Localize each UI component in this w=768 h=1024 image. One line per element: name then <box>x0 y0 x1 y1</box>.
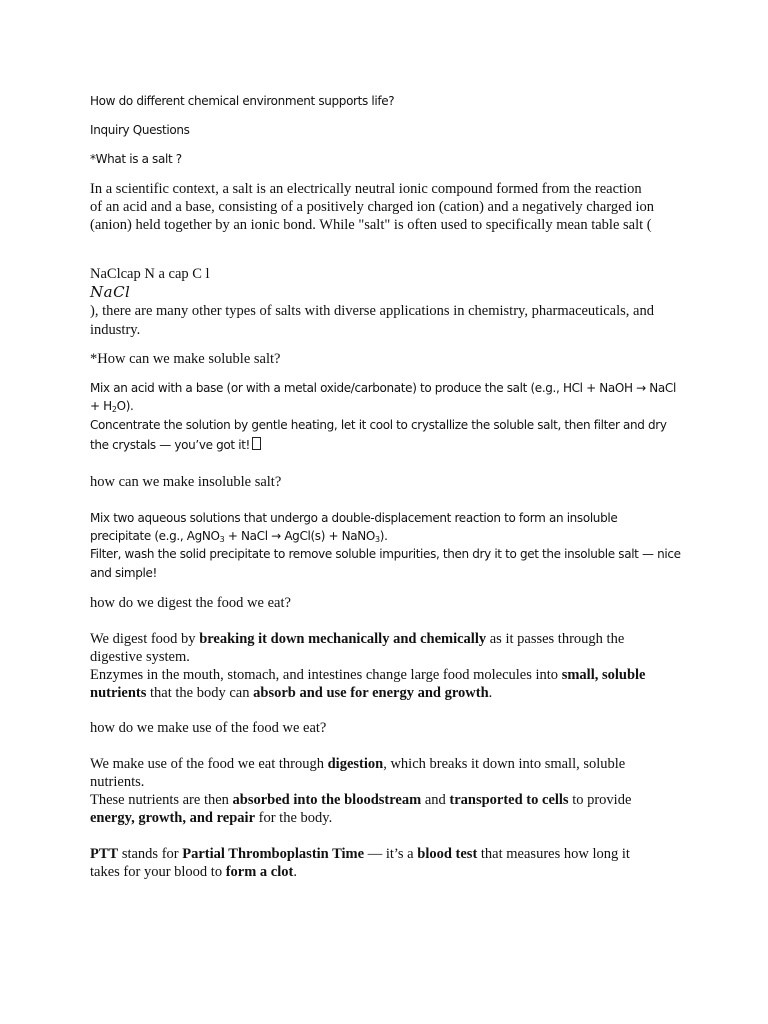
text-span: to provide <box>568 792 632 808</box>
question-soluble-salt: *How can we make soluble salt? <box>90 351 281 367</box>
text-line <box>90 864 297 881</box>
text-span: and <box>421 792 450 808</box>
bold-text: PTT <box>90 846 119 862</box>
text-span: We digest food by <box>90 631 200 647</box>
bold-text: digestion <box>327 756 384 772</box>
text-span: O). <box>116 399 134 413</box>
text-span: — it’s a <box>364 846 418 862</box>
text-line: ), there are many other types of salts with diverse applications in chemistry, pharmaceuticals, and <box>90 303 654 319</box>
question-insoluble-salt: how can we make insoluble salt? <box>90 474 282 490</box>
text-line <box>90 810 332 827</box>
bold-text: absorb and use for energy and growth <box>253 685 489 701</box>
text-span: + NaCl → AgCl(s) + NaNO <box>224 529 376 543</box>
formula-math: NaCl <box>90 283 131 301</box>
bold-text: breaking it down mechanically and chemically <box>199 631 487 647</box>
bold-text: transported to cells <box>449 792 569 808</box>
text-line: In a scientific context, a salt is an electrically neutral ionic compound formed from the reaction <box>90 181 642 197</box>
missing-glyph-icon <box>252 437 261 450</box>
text-line: Mix two aqueous solutions that undergo a double-displacement reaction to form an insoluble <box>90 511 618 525</box>
text-line: of an acid and a base, consisting of a positively charged ion (cation) and a negatively charged ion <box>90 199 654 215</box>
text-line: Filter, wash the solid precipitate to remove soluble impurities, then dry it to get the insoluble salt — nice <box>90 547 681 561</box>
question-use-food: how do we make use of the food we eat? <box>90 720 327 736</box>
bold-text: blood test <box>417 846 478 862</box>
text-line <box>90 631 624 648</box>
text-span: for the body. <box>255 810 333 826</box>
subscript: 3 <box>375 535 380 544</box>
document-title: How do different chemical environment supports life? <box>90 94 395 108</box>
text-span: ). <box>379 529 388 543</box>
text-line: Concentrate the solution by gentle heating, let it cool to crystallize the soluble salt, then filter and dry <box>90 418 667 432</box>
subscript: 2 <box>111 405 117 414</box>
inquiry-heading: Inquiry Questions <box>90 123 190 137</box>
question-what-is-salt: *What is a salt ? <box>90 152 182 166</box>
text-span: These nutrients are then <box>90 792 233 808</box>
text-line <box>90 756 625 773</box>
text-line <box>90 667 645 684</box>
text-span: We make use of the food we eat through <box>90 756 328 772</box>
text-line <box>90 685 492 702</box>
text-line: and simple! <box>90 566 157 580</box>
text-span: that the body can <box>146 685 254 701</box>
text-span: stands for <box>118 846 183 862</box>
bold-text: small, soluble <box>561 667 646 683</box>
question-digest-food: how do we digest the food we eat? <box>90 595 291 611</box>
text-line: Mix an acid with a base (or with a metal oxide/carbonate) to produce the salt (e.g., HCl + NaOH → NaCl <box>90 381 676 395</box>
text-span: as it passes through the <box>486 631 625 647</box>
text-line <box>90 792 631 809</box>
bold-text: nutrients <box>90 685 147 701</box>
bold-text: Partial Thromboplastin Time <box>182 846 365 862</box>
text-span: . <box>488 685 493 701</box>
bold-text: form a clot <box>225 864 294 880</box>
text-line <box>90 399 134 413</box>
formula-text: NaClcap N a cap C l <box>90 266 210 282</box>
text-span: Enzymes in the mouth, stomach, and intestines change large food molecules into <box>90 667 562 683</box>
bold-text: absorbed into the bloodstream <box>232 792 422 808</box>
text-span: , which breaks it down into small, soluble <box>383 756 626 772</box>
text-span: . <box>293 864 297 880</box>
text-line: digestive system. <box>90 649 190 665</box>
text-line: industry. <box>90 322 141 338</box>
text-line <box>90 437 261 452</box>
text-line: nutrients. <box>90 774 145 790</box>
text-span: precipitate (e.g., AgNO <box>90 529 220 543</box>
text-span: that measures how long it <box>477 846 630 862</box>
text-span: takes for your blood to <box>90 864 226 880</box>
text-line <box>90 529 388 543</box>
text-line <box>90 846 630 863</box>
text-span: + H <box>90 399 112 413</box>
subscript: 3 <box>219 535 225 544</box>
text-line: (anion) held together by an ionic bond. While "salt" is often used to specifically mean table salt ( <box>90 217 652 233</box>
text-span: the crystals — you’ve got it! <box>90 438 251 452</box>
bold-text: energy, growth, and repair <box>90 810 256 826</box>
